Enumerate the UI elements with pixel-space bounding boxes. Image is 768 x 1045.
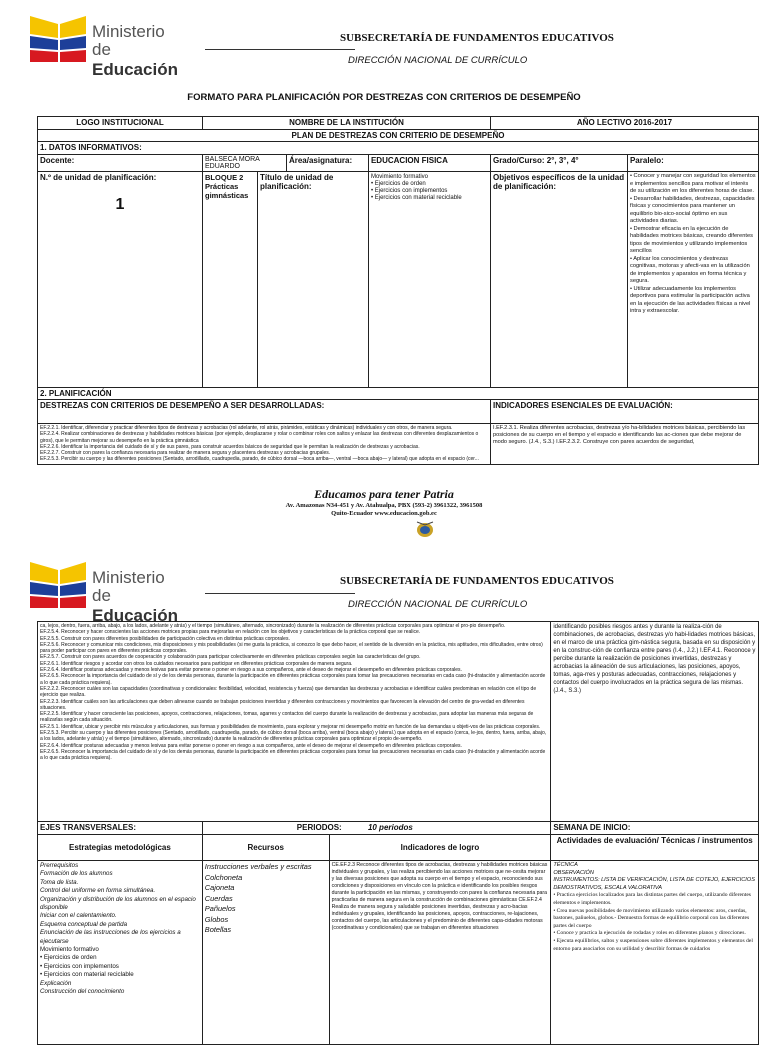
logo-cell: LOGO INSTITUCIONAL [38, 117, 203, 130]
destreza-item: EF.2.2.7. Construir con pares la confianza necesaria para realizar de manera segura y placentera destrezas y acrobacias grupales. [40, 450, 331, 457]
estrategias-list [38, 861, 203, 1045]
destreza-item: EF.2.5.3. Percibir su cuerpo y las diferentes posiciones (Sentado, arrodillado, cuadrupedia, parado, de cúbico dorsal (boca arriba), ventral (boca abajo) y lateral.) que adopta en el espacio (cerca, le-jos, dentro, fuera, arriba, abajo, a los lados, adelante y atrás) y el tiempo (simultáneo, alternado, sincronizado) durante la realización de diferentes prácticas corporales para optimizar el propio de-sempeño. [40, 730, 547, 743]
estrategia-item: Enunciación de las instrucciones de los ejercicios a ejecutarse [40, 929, 181, 945]
estrategia-item: Movimiento formativo [40, 946, 99, 954]
objetivos-label: Objetivos específicos de la unidad de planificación: [490, 172, 627, 388]
ministry-logo [28, 560, 178, 625]
footer-motto: Educamos para tener Patria [314, 487, 454, 501]
destreza-item: EF.2.6.1. Identificar riesgos y acordar con otros los cuidados necesarios para participar en diferentes prácticas corporales de manera segura. [40, 660, 353, 667]
area-value: EDUCACION FISICA [368, 155, 490, 172]
ministry-name-line1: Ministerio [92, 22, 165, 41]
docente-label: Docente: [38, 155, 203, 172]
estrategia-item: Explicación [40, 979, 72, 987]
footer-address: Av. Amazonas N34-451 y Av. Atahualpa, PBX (593-2) 3961322, 3961508 Quito-Ecuador www.educacion.gob.ec [285, 502, 483, 517]
estrategia-item: Organización y distribución de los alumnos en el espacio disponible [40, 895, 196, 912]
destreza-item: EF.2.2.1. Identificar, diferenciar y practicar diferentes tipos de destrezas y acrobacias (rol adelante, rol atrás, pirámides, estáticas y dinámicas) individuales y con otros, de manera segura. [40, 425, 453, 431]
destreza-item: EF.2.2.2. Reconocer cuáles son las capacidades (coordinativas y condicionales: flexibilidad, velocidad, resistencia y fuerza) que demandan las destrezas y acrobacias e identificar cuáles predominan en relación con el tipo de ejercicio que realiza. [40, 685, 537, 699]
destreza-item: EF.2.6.5. Reconocer la importancia del cuidado de sí y de los demás personas, durante la participación en diferentes prácticas corporales para tomar las precauciones necesarias en cada caso (hi-dratación y alimentación acorde a lo que cada práctica requiera). [40, 748, 546, 762]
objetivo-item: • Aplicar los conocimientos y destrezas cognitivas, motoras y afecti-vas en la utilización de implementos y aparatos en forma técnica y segura. [629, 255, 750, 284]
actividad-item: INSTRUMENTOS: LISTA DE VERIFICACIÓN, LISTA DE COTEJO, EJERCICIOS DEMOSTRATIVOS, ESCALA VALORATIVA [553, 877, 755, 891]
col-estrategias: Estrategias metodológicas [38, 835, 203, 861]
indicadores-logro: CE.EF.2.3 Reconoce diferentes tipos de acrobacias, destrezas y habilidades motrices básicas individuales y grupales, y las realiza percibiendo las acciones motrices que ne-cesita mejorar y las diversas posiciones que adopta su cuerpo en el tiempo y el espacio, reconociendo sus condiciones y disposiciones en vínculo con la práctica e identificando los posibles riesgos durante la participación en las mismas, y construyendo con pares la confianza necesaria para practicarlas de manera segura en la construcción de combinaciones gimnásticas CE.EF.2.4 Realiza de manera segura y saludable posiciones invertidas, destrezas y acro-bacias individuales y grupales, identificando las posiciones, apoyos, contracciones, re-lajaciones, contactos del cuerpo, las articulaciones y el predominio de diferentes capa-cidades motoras (coordinativas y condicionales) que se trabajan en diferentes situaciones [329, 861, 551, 1045]
ejes-label: EJES TRANSVERSALES: [38, 822, 203, 835]
destreza-item: EF.2.6.5. Reconocer la importancia del cuidado de sí y de los demás personas, durante la participación en diferentes prácticas corporales para tomar las precauciones necesarias en cada caso (hi-dratación y alimentación acorde a lo que cada práctica requiera). [40, 673, 546, 686]
indicadores-label: INDICADORES ESENCIALES DE EVALUACIÓN: [490, 400, 758, 424]
contenidos-cell [368, 172, 490, 388]
actividad-item: • Crea nuevas posibilidades de movimiento utilizando varios elementos: aros, cuerdas, bastones, pañuelos, globos.- Demuestra formas de equilibrio corporal con las diferentes partes del cuerpo [553, 907, 750, 929]
col-indicadores: Indicadores de logro [329, 835, 551, 861]
estrategia-item: Toma de lista. [40, 878, 79, 886]
ministry-name-line1: Ministerio [92, 568, 165, 587]
recurso-item: Botellas [204, 925, 232, 934]
subsecretaria-title: SUBSECRETARÍA DE FUNDAMENTOS EDUCATIVOS [340, 575, 614, 587]
ecuador-flag-logo-icon [28, 14, 88, 64]
docente-value: BALSECA MORA EDUARDO [203, 155, 287, 172]
estrategia-item: Control del uniforme en forma simultánea. [40, 887, 156, 895]
destreza-item: EF.2.2.6. Identificar la importancia del cuidado de sí y de sus pares, para construir acuerdos básicos de seguridad que le permitan la realización de destrezas y acrobacias. [40, 443, 420, 450]
estrategia-item: • Ejercicios de orden [40, 954, 97, 962]
destreza-item: EF.2.2.5. Identificar y hacer consciente las posiciones, apoyos, contracciones, relajaciones, tomas, agarres y contactos del cuerpo durante la realización de destrezas y acrobacias, para adoptar las maneras más seguras de realizarlas según cada situación. [40, 711, 534, 724]
indicadores-cont: identificando posibles riesgos antes y durante la realiza-ción de combinaciones, de acrobacias, destrezas y/o habi-lidades motrices básicas, en el marco de una práctica gim-nástica segura, basada en su disposición y en la construc-ción de confianza entre pares (I.4., J.2.) I.EF.4.1. Reconoce y percibe durante la realización de posiciones invertidas, destrezas y acrobacias la alineación de sus articulaciones, las posiciones, apoyos, tomas, aga-rres y posturas adecuadas, contracciones, relajaciones y contactos del cuerpo involucrados en la práctica segura de las mismas. (J.4., S.3.) [551, 622, 759, 822]
page-2 [0, 545, 768, 1024]
objetivo-item: • Conocer y manejar con seguridad los elementos e implementos sencillos para motivar el interés de su utilización en los diferentes horas de clase. [629, 173, 756, 194]
actividad-item: OBSERVACIÓN [553, 869, 594, 876]
plan-title-cell: PLAN DE DESTREZAS CON CRITERIO DE DESEMPEÑO [38, 130, 759, 142]
actividad-item: • Ejecuta equilibrios, saltos y suspensiones sobre diferentes implementos y elementos del entorno para asociarlos con su utilidad y describir formas de cuidarlos [553, 937, 753, 952]
ecuador-flag-logo-icon [28, 560, 88, 610]
actividad-item: • Conoce y practica la ejecución de rodadas y roles en diferentes planos y direcciones. [553, 930, 746, 937]
destreza-item: EF.2.2.3. Identificar cuáles son las articulaciones que deben alinearse cuando se trabajan posiciones invertidas y diferentes contracciones y movimientos que favorecen la elevación del centro de gra-vedad en diferentes situaciones. [40, 698, 525, 711]
recurso-item: Cajoneta [204, 883, 235, 892]
objetivo-item: • Utilizar adecuadamente los implementos deportivos para estimular la participación activa en la ejecución de las actividades físicas a nivel intra y extraescolar. [629, 285, 751, 314]
col-recursos: Recursos [202, 835, 329, 861]
actividades-list [551, 861, 759, 1045]
titulo-label: Título de unidad de planificación: [258, 172, 369, 388]
estrategia-item: • Ejercicios con implementos [40, 962, 119, 970]
destrezas-label: DESTREZAS CON CRITERIOS DE DESEMPEÑO A SER DESARROLLADAS: [38, 400, 491, 424]
objetivo-item: • Demostrar eficacia en la ejecución de habilidades motrices básicas, creando diferentes tipos de movimientos y utilizando implementos sencillos [629, 225, 753, 254]
actividad-item: • Practica ejercicios localizados para las distintas partes del cuerpo, utilizando diferentes elementos e implementos. [553, 892, 751, 906]
destreza-item: EF.2.5.4. Reconocer y hacer conscientes las acciones motrices propias para mejorarlas en relación con los objetivos y características de la práctica corporal que se realice. [40, 629, 421, 636]
recurso-item: Cuerdas [204, 893, 233, 903]
destreza-item: EF.2.5.7. Construir con pares acuerdos de cooperación y colaboración para participar colectivamente en diferentes prácticas corporales según las características del grupo. [40, 654, 421, 661]
estrategia-item: Construcción del conocimiento [40, 988, 125, 996]
destreza-item: EF.2.6.4. Identificar posturas adecuadas y menos lesivas para evitar ponerse o poner en riesgo a sus compañeros, ante el deseo de mejorar el desempeño en diferentes prácticas corporales. [40, 742, 462, 749]
objetivos-cell [627, 172, 758, 388]
recurso-item: Globos [204, 914, 229, 924]
destreza-item: EF.2.5.3. Percibir su cuerpo y las diferentes posiciones (Sentado, arrodillado, cuadrupedia, parado, de cúbico dorsal —boca arriba—, ventral —boca abajo— y lateral) que adopta en el espacio (cer... [40, 456, 479, 463]
document-title: FORMATO PARA PLANIFICACIÓN POR DESTREZAS CON CRITERIOS DE DESEMPEÑO [187, 92, 581, 103]
contenido-item: • Ejercicios con implementos [370, 188, 448, 194]
unidad-num-cell [38, 172, 203, 388]
datos-heading: 1. DATOS INFORMATIVOS: [38, 142, 759, 155]
ministry-logo [28, 14, 178, 79]
unidad-num-label: N.º de unidad de planificación: [40, 173, 157, 182]
recurso-item: Instrucciones verbales y escritas [204, 862, 312, 871]
destreza-item: EF.2.6.4. Identificar posturas adecuadas y menos lesivas para evitar ponerse o poner en riesgo a sus compañeros, ante el deseo de mejorar el desempeño en diferentes prácticas corporales. [40, 667, 462, 674]
bloque-cell: BLOQUE 2 Prácticas gimnásticas [203, 172, 258, 388]
destreza-item: EF.2.5.1. Identificar, ubicar y percibir mis músculos y articulaciones, sus formas y posibilidades de movimiento, para explorar y mejorar mi desempeño motriz en función de las demandas u objeti-vos de las prácticas corporales. [40, 723, 541, 730]
subsecretaria-title: SUBSECRETARÍA DE FUNDAMENTOS EDUCATIVOS [340, 32, 614, 44]
area-label: Área/asignatura: [286, 155, 368, 172]
unidad-num-value: 1 [115, 196, 125, 213]
contenido-item: Movimiento formativo [370, 174, 428, 180]
estrategia-item: Iniciar con el calentamiento. [40, 912, 117, 920]
destrezas-list [38, 424, 491, 465]
destrezas-cont-list [38, 622, 551, 822]
recurso-item: Pañuelos [204, 904, 236, 913]
destreza-item: ca, lejos, dentro, fuera, arriba, abajo, a los lados, adelante y atrás) y el tiempo (simultáneo, alternado, sincronizado) durante la realización de diferentes prácticas corporales para optimizar el pro-pio desempeño. [40, 623, 506, 629]
contenido-item: • Ejercicios de orden [370, 181, 426, 187]
paralelo-label: Paralelo: [627, 155, 758, 172]
col-actividades: Actividades de evaluación/ Técnicas / instrumentos [551, 835, 759, 861]
objetivo-item: • Desarrollar habilidades, destrezas, capacidades físicas y conocimientos para mantener un equilibrio bio-sico-social óptimo en sus actividades diarias. [629, 195, 755, 224]
direccion-title: DIRECCIÓN NACIONAL DE CURRÍCULO [348, 599, 528, 610]
plan-table [37, 116, 759, 465]
year-cell: AÑO LECTIVO 2016-2017 [490, 117, 758, 130]
semana-label: SEMANA DE INICIO: [551, 822, 759, 835]
destreza-item: EF.2.5.5. Construir con pares diferentes posibilidades de participación colectiva en distintas prácticas corporales. [40, 635, 290, 642]
header-divider [205, 593, 355, 594]
ministry-name-line2: de Educación [92, 586, 178, 625]
destreza-item: EF.2.2.4. Realizar combinaciones de destrezas y habilidades motrices básicas (por ejemplo, desplazarse y rolar o combinar roles con saltos y enlazar las destrezas con diferentes desplazamientos o giros), que le permitan mejorar su desempeño en la práctica gimnástica [40, 431, 479, 444]
estrategia-item: • Ejercicios con material reciclable [40, 971, 134, 979]
grado-cell: Grado/Curso: 2°, 3°, 4° [490, 155, 627, 172]
estrategia-item: Prerrequisitos [40, 862, 79, 869]
direccion-title: DIRECCIÓN NACIONAL DE CURRÍCULO [348, 55, 528, 66]
estrategia-item: Esquema conceptual de partida [40, 920, 128, 928]
indicadores-text: I.EF.2.3.1. Realiza diferentes acrobacias, destrezas y/o ha-bilidades motrices básicas, percibiendo las posiciones de su cuerpo en el tiempo y el espacio e identificando las ac-ciones que debe mejorar de modo seguro. (J.4., S.3.) I.EF.2.3.2. Construye con pares acuerdos de seguridad, [490, 424, 758, 465]
institution-cell: NOMBRE DE LA INSTITUCIÓN [203, 117, 491, 130]
actividad-item: TÉCNICA [553, 862, 578, 868]
planificacion-heading: 2. PLANIFICACIÓN [38, 388, 759, 400]
recursos-list [202, 861, 329, 1045]
contenido-item: • Ejercicios con material reciclable [370, 195, 462, 201]
plan-table-continued [37, 621, 759, 1045]
coat-of-arms-icon [414, 518, 436, 538]
destreza-item: EF.2.5.6. Reconocer y comunicar mis condiciones, mis disposiciones y mis posibilidades (si me gusta la práctica, si conozco lo que debo hacer, el sentido de la diversión en la práctica, mis aptitudes, mis dificultades, entre otros) para poder participar con pares en diferentes prácticas corporales. [40, 641, 543, 655]
header-divider [205, 49, 355, 50]
estrategia-item: Formación de los alumnos [40, 870, 113, 878]
ministry-name-line2: de Educación [92, 40, 178, 79]
periodos-cell: PERIODOS: 10 periodos [202, 822, 551, 835]
recurso-item: Colchoneta [204, 872, 243, 882]
